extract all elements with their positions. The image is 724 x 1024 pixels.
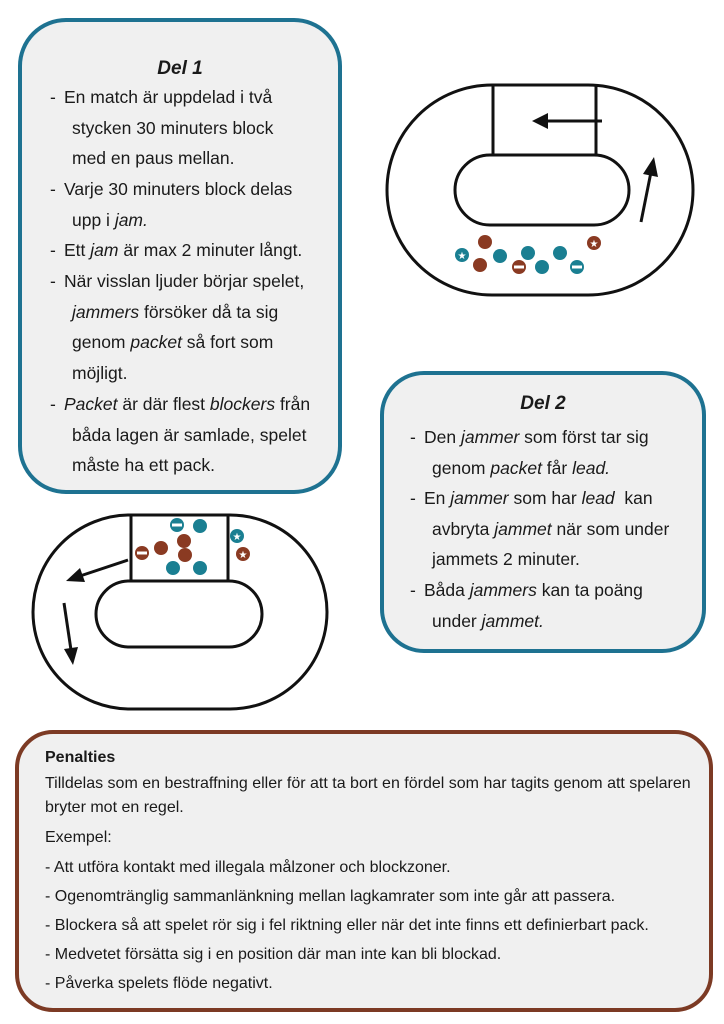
penalties-item-5: - Påverka spelets flöde negativt. xyxy=(45,975,273,992)
del1-item-4-line-2: jammers försöker då ta sig xyxy=(72,301,279,322)
track-infield xyxy=(455,155,629,225)
track-diagram-top xyxy=(384,82,696,300)
blocker-teal xyxy=(193,519,207,533)
blocker-brown xyxy=(478,235,492,249)
penalties-panel xyxy=(15,730,713,1012)
del1-heading: Del 1 xyxy=(157,58,203,79)
blocker-teal xyxy=(535,260,549,274)
blocker-teal xyxy=(193,561,207,575)
bullet-dash: - xyxy=(50,240,56,260)
del2-item-3 xyxy=(424,575,643,636)
bullet-dash: - xyxy=(50,271,56,291)
blocker-teal xyxy=(493,249,507,263)
del2-panel xyxy=(380,371,706,653)
blocker-teal xyxy=(521,246,535,260)
del1-item-4 xyxy=(64,266,304,388)
del1-item-5-line-1: Packet är där flest blockers från xyxy=(64,394,311,414)
penalties-intro-line-2: bryter mot en regel. xyxy=(45,799,184,816)
track-infield xyxy=(96,581,262,647)
track-diagram-bottom xyxy=(30,512,330,712)
del1-item-5-line-3: måste ha ett pack. xyxy=(72,455,215,475)
blocker-brown xyxy=(154,541,168,555)
del2-item-2-line-1: En jammer som har lead kan xyxy=(424,488,653,508)
blocker-teal xyxy=(166,561,180,575)
penalties-item-3: - Blockera så att spelet rör sig i fel riktning eller när det inte finns ett definierbart pack. xyxy=(45,917,649,934)
bullet-dash: - xyxy=(410,427,416,447)
del2-item-2-line-2: avbryta jammet när som under xyxy=(432,518,670,539)
del1-item-1-line-2: stycken 30 minuters block xyxy=(72,117,274,138)
del1-item-5 xyxy=(64,389,310,481)
svg-text:★: ★ xyxy=(589,239,599,250)
del2-item-2 xyxy=(424,483,669,575)
svg-text:★: ★ xyxy=(232,532,242,543)
del2-item-3-line-2: under jammet. xyxy=(432,610,544,631)
del2-heading: Del 2 xyxy=(520,393,566,414)
bullet-dash: - xyxy=(410,580,416,600)
penalties-intro-line-1: Tilldelas som en bestraffning eller för att ta bort en fördel som har tagits genom att spelaren xyxy=(45,775,691,792)
del1-item-4-line-3: genom packet så fort som xyxy=(72,332,274,352)
del1-item-1-line-3: med en paus mellan. xyxy=(72,148,235,168)
del1-item-4-line-4: möjligt. xyxy=(72,362,128,383)
del1-item-3-line-1: Ett jam är max 2 minuter långt. xyxy=(64,240,303,260)
penalties-example-label: Exempel: xyxy=(45,829,112,846)
del1-item-3 xyxy=(64,235,302,266)
del1-item-4-line-1: När visslan ljuder börjar spelet, xyxy=(64,271,305,291)
del2-item-2-line-3: jammets 2 minuter. xyxy=(432,549,580,569)
bullet-dash: - xyxy=(50,394,56,414)
del2-item-1 xyxy=(424,422,649,483)
svg-text:★: ★ xyxy=(457,251,467,262)
penalties-item-4: - Medvetet försätta sig i en position där man inte kan bli blockad. xyxy=(45,946,502,963)
del1-item-2 xyxy=(64,174,292,235)
del1-item-2-line-1: Varje 30 minuters block delas xyxy=(64,179,293,199)
blocker-teal xyxy=(553,246,567,260)
svg-text:★: ★ xyxy=(238,550,248,561)
del1-item-2-line-2: upp i jam. xyxy=(72,209,148,230)
del2-item-3-line-1: Båda jammers kan ta poäng xyxy=(424,580,643,600)
bullet-dash: - xyxy=(410,488,416,508)
blocker-brown xyxy=(178,548,192,562)
blocker-brown xyxy=(177,534,191,548)
del1-item-5-line-2: båda lagen är samlade, spelet xyxy=(72,424,307,445)
del1-item-1 xyxy=(64,82,273,174)
del1-item-1-line-1: En match är uppdelad i två xyxy=(64,87,273,107)
bullet-dash: - xyxy=(50,87,56,107)
penalties-item-2: - Ogenomtränglig sammanlänkning mellan lagkamrater som inte går att passera. xyxy=(45,888,616,905)
del1-panel xyxy=(18,18,342,494)
bullet-dash: - xyxy=(50,179,56,199)
del2-item-1-line-1: Den jammer som först tar sig xyxy=(424,427,649,447)
penalties-item-1: - Att utföra kontakt med illegala målzoner och blockzoner. xyxy=(45,859,451,876)
del2-item-1-line-2: genom packet får lead. xyxy=(432,457,611,478)
penalties-heading: Penalties xyxy=(45,749,116,766)
blocker-brown xyxy=(473,258,487,272)
